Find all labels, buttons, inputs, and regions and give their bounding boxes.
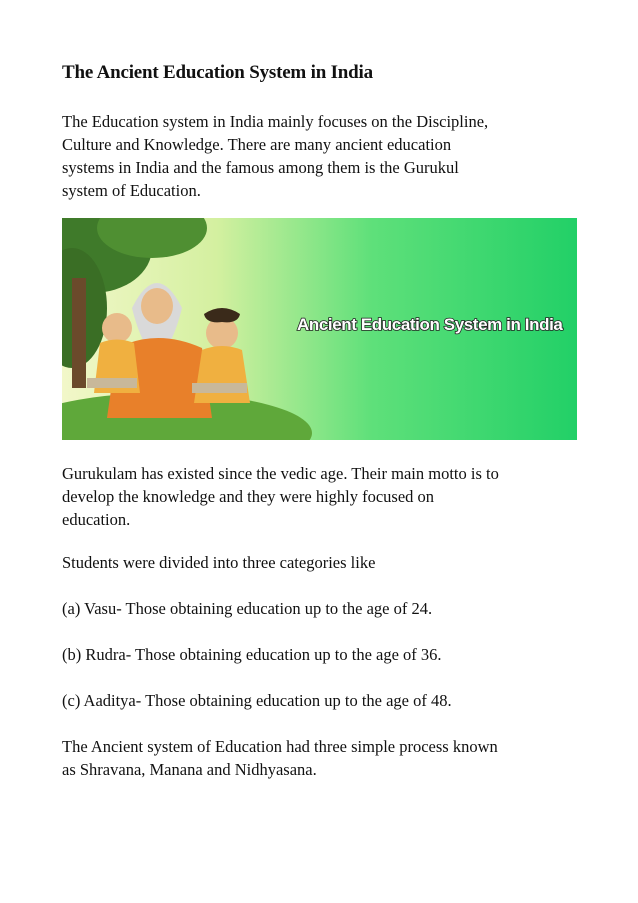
banner-caption: Ancient Education System in India <box>297 315 563 334</box>
categories-intro: Students were divided into three categories like <box>62 553 376 572</box>
category-item-aaditya: (c) Aaditya- Those obtaining education up to the age of 48. <box>62 691 452 710</box>
gurukulam-paragraph <box>62 462 582 531</box>
category-item-vasu: (a) Vasu- Those obtaining education up to the age of 24. <box>62 599 433 618</box>
gurukulam-line: develop the knowledge and they were highly focused on <box>62 487 435 506</box>
gurukulam-line: education. <box>62 510 131 529</box>
gurukulam-line: Gurukulam has existed since the vedic age. Their main motto is to <box>62 464 499 483</box>
intro-paragraph <box>62 110 582 202</box>
gurukul-banner-image <box>62 218 577 440</box>
closing-line: as Shravana, Manana and Nidhyasana. <box>62 760 317 779</box>
category-item-rudra: (b) Rudra- Those obtaining education up to the age of 36. <box>62 645 442 664</box>
intro-line: system of Education. <box>62 181 201 200</box>
document-title: The Ancient Education System in India <box>62 62 373 83</box>
intro-line: systems in India and the famous among them is the Gurukul <box>62 158 459 177</box>
closing-paragraph <box>62 735 582 781</box>
intro-line: Culture and Knowledge. There are many ancient education <box>62 135 452 154</box>
intro-line: The Education system in India mainly focuses on the Discipline, <box>62 112 489 131</box>
closing-line: The Ancient system of Education had three simple process known <box>62 737 498 756</box>
